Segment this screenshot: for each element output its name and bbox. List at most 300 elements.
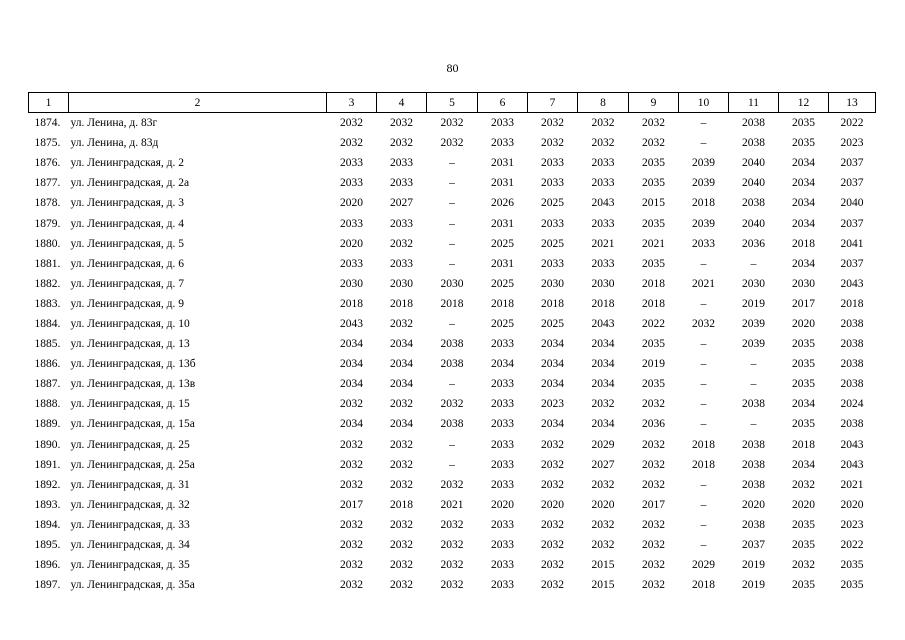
year-cell: 2033 (491, 518, 514, 531)
address-cell: ул. Ленинградская, д. 13в (70, 378, 196, 391)
table-row (29, 254, 876, 274)
year-cell: 2031 (491, 177, 514, 190)
year-cell: 2033 (390, 257, 413, 270)
row-number: 1887. (34, 378, 61, 391)
table-row (29, 354, 876, 374)
page-number: 80 (446, 61, 459, 75)
year-cell: 2015 (591, 559, 615, 572)
table-row (29, 374, 876, 394)
year-cell: 2032 (340, 478, 363, 491)
year-cell: 2040 (840, 197, 864, 210)
year-cell: 2032 (390, 518, 413, 531)
year-cell: 2032 (390, 237, 413, 250)
address-cell: ул. Ленинградская, д. 33 (70, 518, 190, 531)
year-cell: 2033 (541, 177, 564, 190)
address-cell: ул. Ленинградская, д. 25 (70, 438, 190, 451)
year-cell: 2020 (491, 498, 514, 511)
year-cell: 2039 (742, 317, 765, 330)
year-cell: 2038 (742, 458, 765, 471)
year-cell: 2033 (390, 177, 413, 190)
year-cell: 2017 (340, 498, 363, 511)
year-cell: 2020 (792, 498, 815, 511)
column-header: 2 (69, 93, 327, 113)
row-number: 1879. (34, 217, 61, 230)
column-header: 12 (779, 93, 829, 113)
year-cell: 2038 (742, 117, 765, 130)
address-cell: ул. Ленинградская, д. 31 (70, 478, 190, 491)
year-cell: 2040 (742, 157, 765, 170)
address-cell: ул. Ленинградская, д. 32 (70, 498, 190, 511)
year-cell: 2032 (591, 398, 615, 411)
year-cell: 2035 (792, 518, 815, 531)
year-cell: 2037 (840, 177, 864, 190)
table-row (29, 193, 876, 213)
year-cell: 2018 (692, 197, 715, 210)
year-cell: – (449, 458, 455, 471)
year-cell: 2034 (340, 358, 363, 371)
year-cell: – (700, 418, 707, 431)
year-cell: 2018 (692, 579, 715, 592)
year-cell: 2020 (591, 498, 615, 511)
year-cell: 2018 (840, 297, 864, 310)
address-cell: ул. Ленинградская, д. 25а (70, 458, 195, 471)
year-cell: 2021 (840, 478, 864, 491)
year-cell: 2034 (390, 338, 413, 351)
year-cell: 2032 (390, 137, 413, 150)
address-cell: ул. Ленинградская, д. 15 (70, 398, 190, 411)
row-number: 1885. (34, 338, 61, 351)
year-cell: 2033 (491, 539, 514, 552)
year-cell: 2038 (742, 438, 765, 451)
address-cell: ул. Ленинградская, д. 7 (70, 277, 184, 290)
table-row (29, 173, 876, 193)
year-cell: 2032 (642, 137, 665, 150)
year-cell: 2030 (340, 277, 363, 290)
year-cell: 2032 (692, 317, 715, 330)
row-number: 1884. (34, 317, 61, 330)
year-cell: – (700, 498, 707, 511)
year-cell: 2032 (591, 137, 615, 150)
year-cell: 2021 (642, 237, 665, 250)
row-number: 1897. (34, 579, 61, 592)
year-cell: 2043 (840, 277, 864, 290)
year-cell: 2033 (390, 157, 413, 170)
table-row (29, 394, 876, 414)
row-number: 1882. (34, 277, 61, 290)
year-cell: 2032 (591, 518, 615, 531)
year-cell: 2034 (792, 257, 815, 270)
column-header: 6 (478, 93, 528, 113)
year-cell: 2043 (591, 197, 615, 210)
year-cell: – (750, 418, 757, 431)
year-cell: 2033 (491, 458, 514, 471)
year-cell: 2043 (840, 438, 864, 451)
year-cell: 2018 (692, 438, 715, 451)
year-cell: 2032 (340, 579, 363, 592)
year-cell: 2034 (340, 378, 363, 391)
year-cell: 2034 (792, 458, 815, 471)
year-cell: 2043 (591, 317, 615, 330)
year-cell: – (449, 157, 455, 170)
year-cell: – (700, 297, 707, 310)
year-cell: 2018 (340, 297, 363, 310)
year-cell: 2038 (440, 418, 464, 431)
column-header: 4 (377, 93, 427, 113)
year-cell: 2032 (591, 478, 615, 491)
table-row (29, 274, 876, 294)
year-cell: 2033 (491, 378, 514, 391)
year-cell: – (700, 539, 707, 552)
year-cell: 2035 (792, 378, 815, 391)
column-header: 3 (327, 93, 377, 113)
year-cell: – (700, 518, 707, 531)
year-cell: 2032 (390, 559, 413, 572)
year-cell: 2032 (390, 117, 413, 130)
year-cell: 2024 (840, 398, 864, 411)
table-row (29, 515, 876, 535)
year-cell: 2018 (642, 277, 665, 290)
year-cell: 2039 (692, 217, 715, 230)
year-cell: 2032 (541, 117, 564, 130)
year-cell: 2032 (340, 438, 363, 451)
year-cell: 2035 (792, 338, 815, 351)
year-cell: 2033 (390, 217, 413, 230)
year-cell: 2034 (792, 197, 815, 210)
year-cell: 2026 (491, 197, 514, 210)
table-row (29, 555, 876, 575)
year-cell: 2033 (591, 157, 615, 170)
row-number: 1892. (34, 478, 61, 491)
row-number: 1891. (34, 458, 61, 471)
year-cell: 2034 (591, 418, 615, 431)
year-cell: 2030 (541, 277, 564, 290)
year-cell: 2033 (491, 398, 514, 411)
year-cell: 2020 (792, 317, 815, 330)
year-cell: 2035 (840, 559, 864, 572)
year-cell: 2021 (440, 498, 464, 511)
year-cell: 2032 (541, 559, 564, 572)
year-cell: 2027 (591, 458, 615, 471)
year-cell: – (449, 237, 455, 250)
year-cell: 2032 (642, 398, 665, 411)
schedule-table (28, 92, 876, 595)
year-cell: 2021 (692, 277, 715, 290)
year-cell: 2032 (792, 478, 815, 491)
year-cell: 2025 (491, 277, 514, 290)
year-cell: 2034 (792, 398, 815, 411)
year-cell: 2030 (390, 277, 413, 290)
year-cell: 2015 (591, 579, 615, 592)
year-cell: 2031 (491, 257, 514, 270)
year-cell: – (750, 257, 757, 270)
row-number: 1883. (34, 297, 61, 310)
year-cell: 2032 (591, 539, 615, 552)
year-cell: 2018 (491, 297, 514, 310)
year-cell: 2032 (340, 458, 363, 471)
row-number: 1893. (34, 498, 61, 511)
year-cell: 2020 (541, 498, 564, 511)
year-cell: 2033 (491, 579, 514, 592)
table-row (29, 455, 876, 475)
year-cell: 2038 (840, 317, 864, 330)
year-cell: 2025 (541, 317, 564, 330)
year-cell: 2034 (390, 378, 413, 391)
year-cell: 2043 (840, 458, 864, 471)
year-cell: 2019 (742, 559, 765, 572)
year-cell: – (750, 378, 757, 391)
year-cell: 2032 (440, 539, 464, 552)
year-cell: 2033 (491, 137, 514, 150)
year-cell: 2025 (491, 237, 514, 250)
year-cell: 2031 (491, 157, 514, 170)
year-cell: 2038 (742, 398, 765, 411)
year-cell: 2032 (390, 478, 413, 491)
year-cell: 2032 (440, 518, 464, 531)
year-cell: 2030 (792, 277, 815, 290)
row-number: 1880. (34, 237, 61, 250)
year-cell: 2036 (742, 237, 765, 250)
year-cell: 2033 (541, 257, 564, 270)
address-cell: ул. Ленинградская, д. 13 (70, 338, 190, 351)
year-cell: 2032 (541, 438, 564, 451)
year-cell: 2035 (642, 157, 665, 170)
year-cell: 2032 (642, 458, 665, 471)
year-cell: 2034 (390, 358, 413, 371)
column-header: 1 (29, 93, 69, 113)
year-cell: 2032 (340, 137, 363, 150)
year-cell: 2034 (591, 358, 615, 371)
year-cell: 2022 (840, 117, 864, 130)
row-number: 1877. (34, 177, 61, 190)
year-cell: 2037 (840, 157, 864, 170)
table-row (29, 153, 876, 173)
year-cell: 2034 (792, 177, 815, 190)
address-cell: ул. Ленина, д. 83д (70, 137, 159, 150)
table-header-row (29, 93, 876, 113)
year-cell: – (700, 378, 707, 391)
year-cell: 2018 (792, 438, 815, 451)
year-cell: 2023 (840, 518, 864, 531)
table-row (29, 113, 876, 134)
address-cell: ул. Ленинградская, д. 35а (70, 579, 195, 592)
year-cell: 2030 (440, 277, 464, 290)
year-cell: 2018 (792, 237, 815, 250)
year-cell: 2033 (491, 117, 514, 130)
address-cell: ул. Ленинградская, д. 9 (70, 297, 184, 310)
year-cell: 2035 (792, 418, 815, 431)
year-cell: 2036 (642, 418, 665, 431)
year-cell: – (700, 117, 707, 130)
year-cell: – (449, 197, 455, 210)
year-cell: 2039 (692, 157, 715, 170)
year-cell: 2032 (390, 438, 413, 451)
year-cell: 2020 (840, 498, 864, 511)
row-number: 1895. (34, 539, 61, 552)
year-cell: 2032 (390, 398, 413, 411)
year-cell: 2035 (792, 137, 815, 150)
year-cell: 2032 (642, 518, 665, 531)
year-cell: 2034 (340, 338, 363, 351)
year-cell: 2038 (742, 478, 765, 491)
year-cell: 2018 (390, 297, 413, 310)
year-cell: 2032 (340, 539, 363, 552)
year-cell: 2034 (591, 338, 615, 351)
year-cell: 2032 (340, 117, 363, 130)
year-cell: 2031 (491, 217, 514, 230)
year-cell: 2025 (491, 317, 514, 330)
year-cell: 2032 (642, 117, 665, 130)
year-cell: 2043 (340, 317, 363, 330)
year-cell: 2037 (742, 539, 765, 552)
year-cell: – (449, 257, 455, 270)
year-cell: 2017 (792, 297, 815, 310)
table-row (29, 495, 876, 515)
table-row (29, 314, 876, 334)
year-cell: 2032 (642, 559, 665, 572)
year-cell: 2034 (541, 338, 564, 351)
year-cell: 2032 (541, 478, 564, 491)
year-cell: 2038 (742, 518, 765, 531)
year-cell: 2035 (642, 338, 665, 351)
row-number: 1874. (34, 117, 61, 130)
column-header: 8 (578, 93, 629, 113)
address-cell: ул. Ленинградская, д. 4 (70, 217, 184, 230)
year-cell: 2033 (541, 157, 564, 170)
year-cell: 2032 (642, 438, 665, 451)
year-cell: 2034 (591, 378, 615, 391)
year-cell: – (449, 378, 455, 391)
year-cell: 2034 (792, 157, 815, 170)
column-header: 9 (629, 93, 679, 113)
row-number: 1881. (34, 257, 61, 270)
year-cell: – (449, 177, 455, 190)
row-number: 1878. (34, 197, 61, 210)
year-cell: 2038 (440, 338, 464, 351)
year-cell: 2018 (541, 297, 564, 310)
address-cell: ул. Ленинградская, д. 2 (70, 157, 184, 170)
year-cell: 2032 (591, 117, 615, 130)
column-header: 5 (427, 93, 478, 113)
year-cell: 2019 (642, 358, 665, 371)
year-cell: 2032 (440, 478, 464, 491)
year-cell: 2030 (591, 277, 615, 290)
year-cell: 2033 (541, 217, 564, 230)
address-cell: ул. Ленинградская, д. 15а (70, 418, 195, 431)
year-cell: 2020 (340, 197, 363, 210)
year-cell: 2032 (340, 398, 363, 411)
table-row (29, 213, 876, 233)
year-cell: 2032 (642, 478, 665, 491)
address-cell: ул. Ленинградская, д. 35 (70, 559, 190, 572)
table-row (29, 575, 876, 595)
year-cell: 2029 (591, 438, 615, 451)
year-cell: 2032 (390, 579, 413, 592)
year-cell: 2021 (591, 237, 615, 250)
table-row (29, 475, 876, 495)
year-cell: 2034 (541, 418, 564, 431)
year-cell: 2033 (340, 257, 363, 270)
year-cell: 2034 (541, 358, 564, 371)
table-row (29, 414, 876, 434)
year-cell: – (449, 438, 455, 451)
year-cell: 2032 (390, 317, 413, 330)
year-cell: 2035 (792, 579, 815, 592)
year-cell: 2018 (591, 297, 615, 310)
year-cell: 2034 (390, 418, 413, 431)
year-cell: 2032 (440, 559, 464, 572)
year-cell: 2038 (742, 197, 765, 210)
year-cell: 2027 (390, 197, 413, 210)
year-cell: 2019 (742, 297, 765, 310)
year-cell: 2023 (541, 398, 564, 411)
year-cell: 2033 (491, 338, 514, 351)
year-cell: 2017 (642, 498, 665, 511)
year-cell: 2023 (840, 137, 864, 150)
table-row (29, 133, 876, 153)
year-cell: 2032 (440, 398, 464, 411)
year-cell: 2040 (742, 177, 765, 190)
year-cell: 2033 (491, 438, 514, 451)
row-number: 1889. (34, 418, 61, 431)
year-cell: – (700, 478, 707, 491)
row-number: 1886. (34, 358, 61, 371)
year-cell: 2033 (491, 418, 514, 431)
year-cell: 2035 (642, 177, 665, 190)
year-cell: 2041 (840, 237, 864, 250)
address-cell: ул. Ленинградская, д. 5 (70, 237, 184, 250)
year-cell: 2033 (591, 177, 615, 190)
year-cell: 2038 (840, 378, 864, 391)
year-cell: 2032 (541, 458, 564, 471)
year-cell: 2032 (541, 579, 564, 592)
year-cell: 2022 (840, 539, 864, 552)
row-number: 1875. (34, 137, 61, 150)
year-cell: – (449, 217, 455, 230)
row-number: 1890. (34, 438, 61, 451)
year-cell: 2038 (840, 418, 864, 431)
year-cell: 2037 (840, 257, 864, 270)
year-cell: 2032 (792, 559, 815, 572)
table-row (29, 334, 876, 354)
year-cell: 2018 (390, 498, 413, 511)
year-cell: 2032 (541, 539, 564, 552)
row-number: 1876. (34, 157, 61, 170)
year-cell: 2022 (642, 317, 665, 330)
year-cell: 2033 (340, 177, 363, 190)
table-row (29, 234, 876, 254)
table-row (29, 294, 876, 314)
address-cell: ул. Ленинградская, д. 2а (70, 177, 190, 190)
table-row (29, 535, 876, 555)
year-cell: 2033 (491, 559, 514, 572)
year-cell: 2035 (792, 358, 815, 371)
column-header: 13 (829, 93, 876, 113)
year-cell: 2034 (792, 217, 815, 230)
year-cell: 2032 (642, 539, 665, 552)
year-cell: 2040 (742, 217, 765, 230)
year-cell: 2018 (692, 458, 715, 471)
year-cell: 2019 (742, 579, 765, 592)
year-cell: 2033 (591, 257, 615, 270)
year-cell: 2032 (541, 137, 564, 150)
year-cell: – (700, 338, 707, 351)
column-header: 7 (528, 93, 578, 113)
year-cell: – (700, 257, 707, 270)
year-cell: 2033 (692, 237, 715, 250)
year-cell: 2030 (742, 277, 765, 290)
year-cell: – (750, 358, 757, 371)
year-cell: 2033 (491, 478, 514, 491)
